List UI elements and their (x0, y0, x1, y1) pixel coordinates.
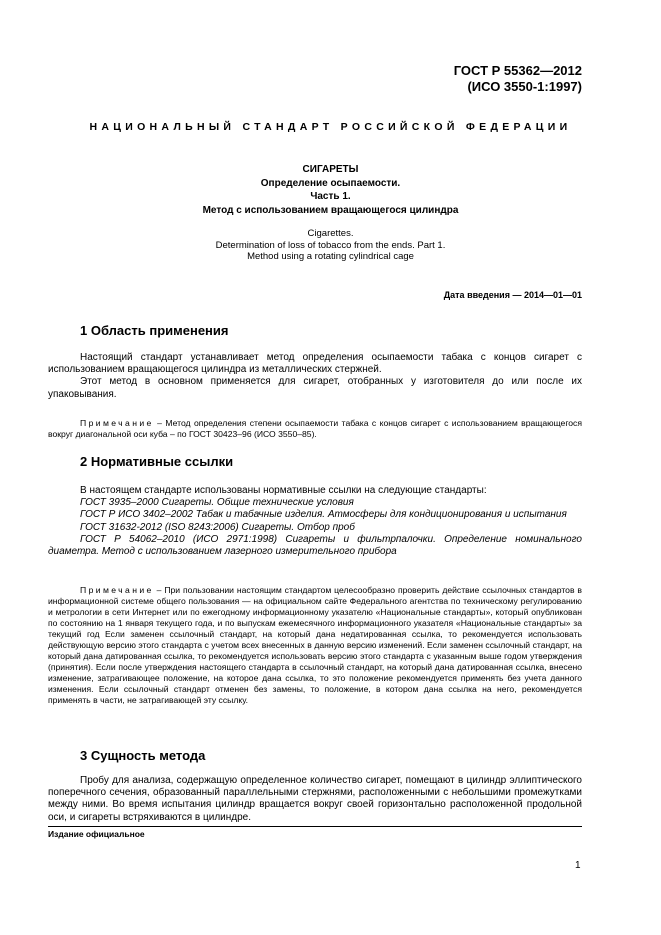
page-number: 1 (575, 860, 581, 871)
title-ru-line1: СИГАРЕТЫ (302, 164, 359, 175)
section-3-paragraph-1: Пробу для анализа, содержащую определенное количество сигарет, помещают в цилиндр эллиптического поперечного сечения, образованный параллельными стержнями, расположенными с небольшими промежутками между ними. Во время испытания цилиндр вращается вокруг своей горизонтально расположенной продольной оси, и сигареты встряхиваются в цилиндре. (48, 775, 582, 823)
section-1-note (48, 418, 582, 440)
iso-number: (ИСО 3550-1:1997) (467, 79, 582, 94)
standard-designation (454, 63, 582, 95)
title-ru-line2: Определение осыпаемости. (260, 177, 401, 189)
section-1-body (48, 352, 582, 401)
reference-item: ГОСТ 31632-2012 (ISO 8243:2006) Сигареты. Отбор проб (80, 521, 355, 533)
section-3-body (48, 775, 582, 824)
footer-divider (48, 826, 582, 827)
section-3-heading: 3 Сущность метода (80, 748, 206, 763)
note-text: – При пользовании настоящим стандартом целесообразно проверить действие ссылочных стандартов в информационной системе общего пользования — на официальном сайте Федерального агентства по техническому регулированию и метрологии в сети Интернет или по ежегодному информационному указателю «Национальные стандарты», который опубликован по состоянию на 1 января текущего года, и по выпускам ежемесячного информационного указателя «Национальные стандарты» за текущий год Если заменен ссылочный стандарт, на который дана недатированная ссылка, то рекомендуется использовать действующую версию этого стандарта с учетом всех внесенных в данную версию изменений. Если заменен ссылочный стандарт, на который дана датированная ссылка, то рекомендуется использовать версию этого стандарта с указанным выше годом утверждения (принятия). Если после утверждения настоящего стандарта в ссылочный стандарт, на который дана датированная ссылка, внесено изменение, затрагивающее положение, на которое дана ссылка, то это положение рекомендуется применять без учета данного изменения. Если ссылочный стандарт отменен без замены, то положение, в котором дана ссылка на него, рекомендуется применять в части, не затрагивающей эту ссылку. (48, 585, 582, 705)
title-english (0, 228, 661, 263)
section-2-note (48, 585, 582, 706)
introduction-date: Дата введения — 2014—01—01 (443, 290, 582, 300)
note-label: Примечание (80, 418, 154, 428)
section-1-heading: 1 Область применения (80, 323, 229, 338)
section-2-heading: 2 Нормативные ссылки (80, 454, 234, 469)
note-text: – Метод определения степени осыпаемости табака с концов сигарет с использованием вращающегося вокруг диагональной оси куба – по ГОСТ 30423–96 (ИСО 3550–85). (48, 418, 582, 439)
official-edition-label: Издание официальное (48, 829, 145, 839)
title-ru-line4: Метод с использованием вращающегося цилиндра (202, 204, 459, 216)
section-1-paragraph-1: Настоящий стандарт устанавливает метод определения осыпаемости табака с концов сигарет с использованием вращающегося цилиндра из металлических стержней. (48, 352, 582, 376)
note-label: Примечание (80, 585, 154, 595)
section-2-intro: В настоящем стандарте использованы нормативные ссылки на следующие стандарты: (80, 485, 487, 496)
reference-item: ГОСТ Р 54062–2010 (ИСО 2971:1998) Сигареты и фильтрпалочки. Определение номинального диаметра. Метод с использованием лазерного измерительного прибора (48, 533, 582, 558)
national-standard-title: НАЦИОНАЛЬНЫЙ СТАНДАРТ РОССИЙСКОЙ ФЕДЕРАЦИИ (89, 121, 572, 133)
title-en-line2: Determination of loss of tobacco from the ends. Part 1. (215, 239, 446, 251)
title-en-line1: Cigarettes. (307, 228, 354, 239)
section-1-paragraph-2: Этот метод в основном применяется для сигарет, отобранных у изготовителя до или после их упаковывания. (48, 376, 582, 400)
reference-item: ГОСТ 3935–2000 Сигареты. Общие технические условия (80, 497, 354, 509)
title-ru-line3: Часть 1. (310, 191, 351, 202)
reference-item: ГОСТ Р ИСО 3402–2002 Табак и табачные изделия. Атмосферы для кондиционирования и испытания (80, 509, 567, 521)
standard-number: ГОСТ Р 55362—2012 (453, 63, 582, 78)
title-en-line3: Method using a rotating cylindrical cage (247, 251, 414, 262)
title-russian (0, 163, 661, 217)
section-2-body (48, 485, 582, 558)
